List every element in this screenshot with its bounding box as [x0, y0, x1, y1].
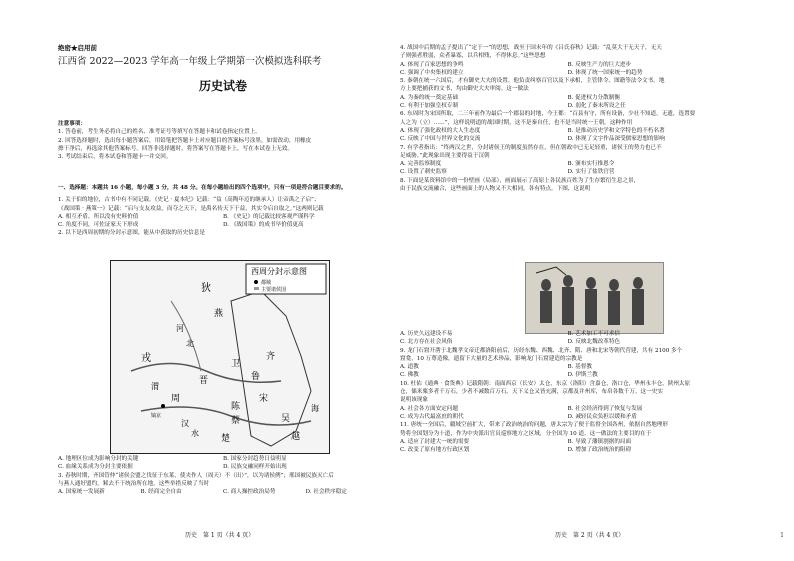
option-d: D. 实行了盐铁官营 — [567, 169, 615, 176]
option-a: A. 社会各方面安定问题 — [400, 405, 458, 412]
option-d: D. 增加了政治统治的阻碍 — [567, 447, 632, 454]
question-5 — [400, 77, 735, 110]
question-text: 说明该现象 — [400, 397, 428, 404]
map-figure — [111, 261, 329, 453]
option-d: D. 体现了文字作品深受儒家思想的影响 — [567, 136, 665, 143]
question-11 — [400, 421, 735, 454]
question-2: 2. 以下是西周初期的分封示意图，能从中获取的历史信息是 — [58, 230, 205, 237]
notice-line: 1. 答卷前，考生务必将自己的姓名、准考证号等填写在答题卡和试卷指定位置上。 — [58, 129, 261, 136]
option-d: D. 体现了统一国家统一的趋势 — [567, 69, 643, 76]
notice-line: 2. 回答选择题时，选出每小题答案后，用铅笔把答题卡上对应题目的答案标号涂黑。如需改动，用橡皮 — [58, 137, 312, 144]
questions-left-2 — [58, 455, 388, 496]
option-b: B. 社会经济得到了恢复与发展 — [567, 405, 643, 412]
map-label: 陈 — [231, 402, 241, 412]
option-a: A. 国家统一发展新 — [58, 489, 105, 496]
option-c: C. 有利于加强皇权专制 — [400, 103, 458, 110]
map-label: 戎 — [141, 353, 151, 364]
question-text: 窟龛，10 万尊造像，遗留下大量的艺术珍品，影响龙门石窟建造的宗教是 — [400, 355, 583, 362]
notice-heading: 注意事项： — [58, 121, 86, 127]
questions-right-2 — [400, 330, 735, 454]
map-label: 渭 — [151, 382, 159, 391]
secret-label: 绝密★启用前 — [58, 44, 97, 52]
option-b: B. 促进权力分散制衡 — [567, 94, 620, 101]
map-label: 楚 — [221, 434, 231, 444]
map-label: 蔡 — [231, 416, 241, 426]
section-heading: 一、选择题：本题共 16 小题，每小题 3 分，共 48 分。在每小题给出的四个选项中，只有一项是符合题目要求的。 — [58, 185, 347, 191]
map-label: 吴 — [281, 414, 291, 424]
option-a: A. 体现了百家思想的争鸣 — [400, 61, 464, 68]
question-8 — [400, 177, 735, 194]
option-b: B. 经商完全自由 — [140, 489, 182, 496]
notice-line: 3. 考试结束后，将本试卷和答题卡一并交回。 — [58, 154, 172, 161]
page-number: 1 — [780, 532, 784, 539]
map-label: 卫 — [231, 359, 241, 369]
capital-marker-icon — [161, 404, 165, 408]
question-3 — [58, 472, 388, 497]
map-label: 水 — [191, 429, 199, 438]
question-4 — [400, 44, 735, 77]
option-b: B. 反映生产力的巨大进步 — [567, 61, 632, 68]
option-b: B. 《史记》的记载比较客观严谨科学 — [223, 213, 315, 220]
option-c: C. 强调了中央集权的建立 — [400, 69, 464, 76]
option-d: D. 反映北魏改革特色 — [567, 339, 621, 346]
exam-title: 江西省 2022—2023 学年高一年级上学期第一次模拟选科联考 — [58, 56, 322, 68]
map-label: 北 — [186, 339, 194, 348]
option-b: B. 国家分封趋势日益明显 — [223, 456, 287, 462]
map-label: 晋 — [199, 376, 209, 386]
option-b: B. 基督教 — [567, 364, 592, 371]
question-text: 《战国策 · 燕策一》记载：“启与支友攻益，而夺之天下，是禹名传天下于益，其实令启自取之。”这两则记载 — [58, 205, 324, 212]
option-c: C. 商人操控政治局势 — [223, 489, 276, 496]
map-label: 宋 — [259, 394, 269, 404]
option-c: C. 血缘关系成为分封主要依据 — [58, 464, 133, 471]
option-b: B. 是推动历史学和文学特色的不朽名著 — [567, 127, 665, 134]
option-c: C. 成为古代最富庶的朝代 — [400, 413, 464, 420]
notice-line: 擦干净后，再选涂其他答案标号。回答非选择题时，将答案写在答题卡上，写在本试卷上无效。 — [58, 145, 293, 152]
question-7 — [400, 144, 735, 177]
question-10 — [400, 380, 735, 421]
page-footer: 历史 第 2 页（共 4 页） — [555, 532, 625, 539]
option-a: A. 道教 — [400, 364, 419, 371]
question-text: 11. 唐统一全国后，疆域空前扩大，带来了政治统治的问题，唐太宗为了便于监督全国各州，依据自然地理形 — [400, 422, 668, 429]
state-marker-icon — [254, 287, 259, 290]
fief-map — [110, 260, 330, 454]
map-label: 汉 — [181, 419, 189, 428]
option-d: D. 减轻民众负担以缓和矛盾 — [567, 413, 637, 420]
option-d: D. 弱化了秦末所设之任 — [567, 103, 626, 110]
option-c: C. 设置了刺史监察 — [400, 169, 447, 176]
question-2-options — [58, 455, 388, 472]
question-text: 人之为（立）……”，这样说明道的战国时期，这不是秦自任，也不是当时统一王朝。这种作用 — [400, 119, 633, 126]
option-c: C. 改变了原有地方行政区划 — [400, 447, 470, 454]
option-d: D. 社会秩序稳定 — [305, 489, 347, 496]
option-a: A. 体现了强化政权的大人生态度 — [400, 127, 481, 134]
map-label: 燕 — [214, 309, 224, 319]
option-d: D. 《战国策》的成书早价值更高 — [223, 222, 304, 229]
questions-left — [58, 184, 388, 238]
option-d: D. 民族交融同样开始出现 — [223, 464, 287, 471]
question-text: 与燕人通好盟约，邾去不干统治所在地，这些举措反映了当时 — [58, 480, 210, 487]
question-8-options — [400, 330, 735, 347]
question-text: 由于民族交流融合，这些画面上的人物又不大相同，各有特点。下图，这说明 — [400, 186, 591, 193]
option-a: A. 地理区位成为影响分封的关键 — [58, 456, 139, 462]
map-label: 狄 — [201, 283, 211, 294]
question-text: 势将全国划分为十道，作为中央派出官员巡察地方之区域，分全国为 10 道，这一做法的主要目的在于 — [400, 430, 652, 437]
question-text: 3. 春秋时期，齐国管仲“诸侯会盟之伐征于东莱，使夹作人（周天）不（出）”，以为诸侯例”；邢国被民族灭亡后 — [58, 472, 334, 479]
question-9 — [400, 347, 735, 380]
left-header — [58, 44, 388, 95]
capital-marker-icon — [254, 280, 258, 284]
question-6 — [400, 110, 735, 143]
option-b: B. 导致了藩镇割据的局面 — [567, 438, 632, 445]
option-a: A. 完善监察制度 — [400, 161, 442, 168]
option-a: A. 适应了封建大一统的需要 — [400, 438, 470, 445]
questions-right — [400, 44, 735, 193]
question-text: 8. 下面是某资料馆中的一份壁画（局部），画面展示了高原上各民族百姓为了生存繁衍生息之景， — [400, 177, 640, 184]
map-label: 越 — [291, 432, 301, 442]
option-b: B. 颁布实行推恩令 — [567, 161, 615, 168]
option-c: C. 北方存在社会风俗 — [400, 339, 453, 346]
question-text: 6. 东周时为宋国所取，二三年前作为最后一个郡县的封地，今王都：“百县有守，所有设备，少社不知道，无遗，选置要 — [400, 111, 696, 118]
option-a: A. 历史久远建设不易 — [400, 331, 453, 337]
option-c: C. 角度不同，可佐证家天下形成 — [58, 222, 139, 229]
option-c: C. 佛教 — [400, 372, 419, 379]
map-label: 周 — [171, 394, 181, 404]
question-text: 足威胁。”此现象出现主要得益于汉朝 — [400, 152, 490, 159]
page-footer: 历史 第 1 页（共 4 页） — [185, 532, 255, 539]
question-text: 子则强者胜弱，众者暴寡，以兵相残，不得休息。”这些思想 — [400, 53, 546, 60]
map-label: 河 — [176, 324, 184, 333]
paper-title: 历史试卷 — [198, 79, 247, 94]
notices — [58, 120, 388, 161]
question-text: 5. 秦朝在统一六国后，才有御史大夫的设置。他负责纠察百官以及下承相，主管律令、图籍等法令文书。地 — [400, 78, 665, 85]
question-text: 10. 杜佑《通典 · 食货典》记载隋朝：南面西京（长安）太仓，东京（洛阳）含嘉仓，洛口仓，华州永丰仓，陕州太原 — [400, 380, 691, 387]
legend-capital: 都城 — [261, 280, 272, 286]
question-text: 方上要把捕获的文书，均由御史大夫审阅。这一做法 — [400, 86, 529, 93]
question-text: 9. 龙门石窟开凿于北魏孝文帝迁都洛阳前后，历经东魏、西魏、北齐、隋、唐和北宋等朝代营建，共有 2100 多个 — [400, 347, 683, 354]
option-a: A. 相互矛盾，所以没有史料价值 — [58, 213, 139, 220]
question-text: 1. 关于伯的地位，古书中有不同记载。《史记 · 夏本纪》记载：“益（高陶年迈的继承人）让帝禹之子启”； — [58, 197, 320, 204]
option-b: B. 艺术加工不可求信 — [567, 331, 620, 337]
map-label: 海 — [311, 404, 319, 413]
map-title: 西周分封示意图 — [251, 267, 307, 276]
question-text: 仓，储米粟多者千万石，少者不减数百万石。天下义仓又皆充满，京都及并州库，布帛各数千万。这一史实 — [400, 389, 663, 396]
option-d: D. 伊斯兰教 — [567, 372, 598, 379]
option-c: C. 反映了中国与世界文化的交流 — [400, 136, 481, 143]
map-label: 镐京 — [151, 413, 162, 419]
mural-figure — [526, 263, 663, 333]
question-text: 4. 战国中后期的孟子提出了“定于一”的思想，战至于国末年的《吕氏春秋》记载：“乱莫大于无天子，无天 — [400, 45, 662, 51]
question-1 — [58, 196, 388, 229]
mural-image — [525, 262, 664, 334]
map-label: 齐 — [266, 352, 276, 362]
question-text: 7. 有学者指出：“终两汉之世，分封诸侯王的制度虽然存在，但在朝政中已无足轻重，诸侯王的势力也已不 — [400, 144, 662, 151]
option-a: A. 为秦的统一奠定基础 — [400, 94, 458, 101]
map-label: 鲁 — [251, 372, 261, 382]
legend-state: 主要诸侯国 — [261, 287, 287, 293]
river-fen — [171, 301, 201, 371]
